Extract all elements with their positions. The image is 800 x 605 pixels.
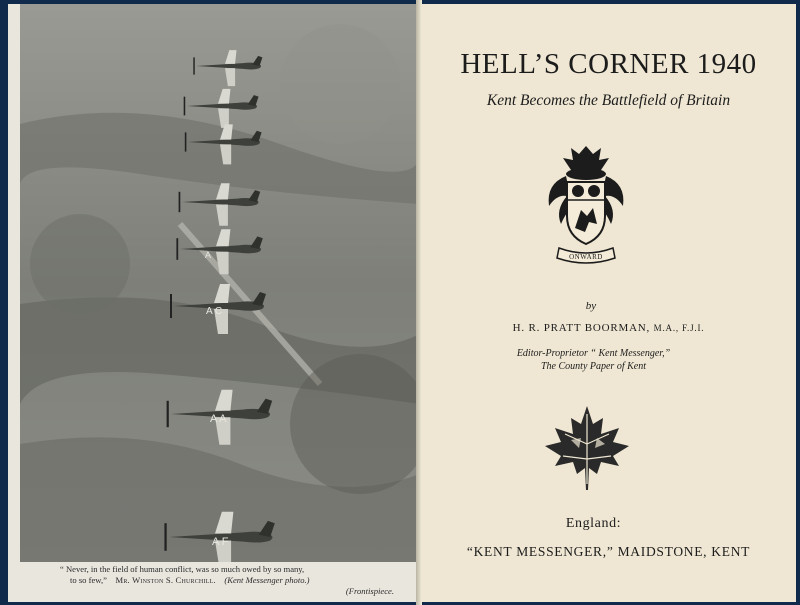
author-name: H. R. PRATT BOORMAN, bbox=[512, 322, 651, 334]
author-role-line2: The County Paper of Kent bbox=[541, 361, 646, 372]
maple-leaf-icon bbox=[541, 404, 633, 492]
caption-speaker: Mr. Winston S. Churchill. bbox=[115, 575, 216, 585]
caption-quote-line2: to so few,” bbox=[70, 575, 107, 585]
aircraft-7-code: A A bbox=[210, 413, 227, 425]
caption-credit: (Kent Messenger photo.) bbox=[224, 575, 310, 585]
book-title: HELL’S CORNER 1940 bbox=[460, 48, 757, 80]
author-role-line1: Editor-Proprietor “ Kent Messenger,” bbox=[516, 348, 671, 359]
caption-plate-label: (Frontispiece. bbox=[345, 586, 394, 596]
aircraft-8-code: A F bbox=[212, 536, 229, 548]
coat-of-arms-icon bbox=[541, 144, 631, 269]
book-subtitle: Kent Becomes the Battlefield of Britain bbox=[486, 92, 731, 109]
by-line: by bbox=[585, 300, 597, 312]
aircraft-5-code: A bbox=[205, 250, 212, 260]
frontispiece-caption bbox=[20, 564, 418, 597]
title-page bbox=[421, 4, 796, 602]
aircraft-6-code: A C bbox=[206, 306, 223, 317]
crest-motto: ONWARD bbox=[569, 253, 603, 261]
frontispiece-page bbox=[8, 4, 418, 602]
photo-image bbox=[20, 4, 420, 562]
author-role bbox=[421, 347, 766, 373]
author-qualifications: M.A., F.J.I. bbox=[653, 323, 705, 333]
author-line bbox=[421, 322, 796, 334]
publication-place: England: bbox=[565, 516, 622, 531]
aircraft-formation-photo bbox=[20, 4, 420, 562]
caption-quote-line1: “ Never, in the field of human conflict, was so much owed by so many, bbox=[60, 564, 305, 574]
publisher-line: “KENT MESSENGER,” MAIDSTONE, KENT bbox=[466, 544, 751, 559]
